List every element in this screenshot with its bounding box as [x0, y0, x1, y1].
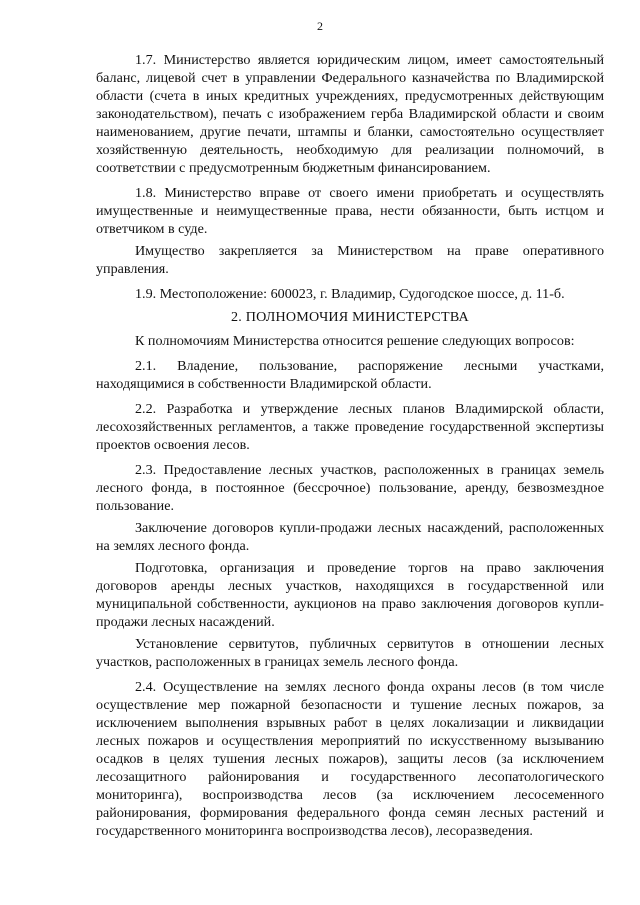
paragraph-2-1: 2.1. Владение, пользование, распоряжение лесными участками, находящимися в собственности Владимирской области.	[96, 358, 604, 392]
paragraph-1-7: 1.7. Министерство является юридическим лицом, имеет самостоятельный баланс, лицевой счет в управлении Федерального казначейства по Владимирской области (счета в иных кредитных учреждениях, предусмотренных действующим законодательством), печать с изображением герба Владимирской области и своим наименованием, другие печати, штампы и бланки, самостоятельно осуществляет хозяйственную деятельность, необходимую для реализации полномочий, в соответствии с предусмотренным бюджетным финансированием.	[96, 52, 604, 176]
page-number: 2	[317, 19, 323, 33]
paragraph-property: Имущество закрепляется за Министерством на праве оперативного управления.	[96, 243, 604, 277]
paragraph-2-2: 2.2. Разработка и утверждение лесных планов Владимирской области, лесохозяйственных регламентов, а также проведение государственной экспертизы проектов освоения лесов.	[96, 401, 604, 453]
paragraph-2-4: 2.4. Осуществление на землях лесного фонда охраны лесов (в том числе осуществление мер пожарной безопасности и тушение лесных пожаров, за исключением выполнения взрывных работ в целях локализации и ликвидации лесных пожаров и осуществления мероприятий по искусственному вызыванию осадков в целях тушения лесных пожаров), защиты лесов (за исключением лесозащитного районирования и государственного лесопатологического мониторинга), воспроизводства лесов (за исключением лесосеменного районирования, формирования федерального фонда семян лесных растений и государственного мониторинга воспроизводства лесов), лесоразведения.	[96, 679, 604, 839]
document-body	[96, 51, 604, 840]
paragraph-servitudes: Установление сервитутов, публичных сервитутов в отношении лесных участков, расположенных в границах земель лесного фонда.	[96, 636, 604, 670]
paragraph-2-3: 2.3. Предоставление лесных участков, расположенных в границах земель лесного фонда, в постоянное (бессрочное) пользование, аренду, безвозмездное пользование.	[96, 462, 604, 514]
paragraph-1-9: 1.9. Местоположение: 600023, г. Владимир, Судогодское шоссе, д. 11-б.	[135, 286, 565, 302]
section-heading: 2. ПОЛНОМОЧИЯ МИНИСТЕРСТВА	[231, 309, 469, 325]
paragraph-auctions: Подготовка, организация и проведение торгов на право заключения договоров аренды лесных участков, находящихся в государственной или муниципальной собственности, аукционов на право заключения договоров купли-продажи лесных насаждений.	[96, 560, 604, 630]
paragraph-intro: К полномочиям Министерства относится решение следующих вопросов:	[135, 333, 575, 349]
paragraph-contracts: Заключение договоров купли-продажи лесных насаждений, расположенных на землях лесного фонда.	[96, 520, 604, 554]
paragraph-1-8: 1.8. Министерство вправе от своего имени приобретать и осуществлять имущественные и неимущественные права, нести обязанности, быть истцом и ответчиком в суде.	[96, 185, 604, 237]
